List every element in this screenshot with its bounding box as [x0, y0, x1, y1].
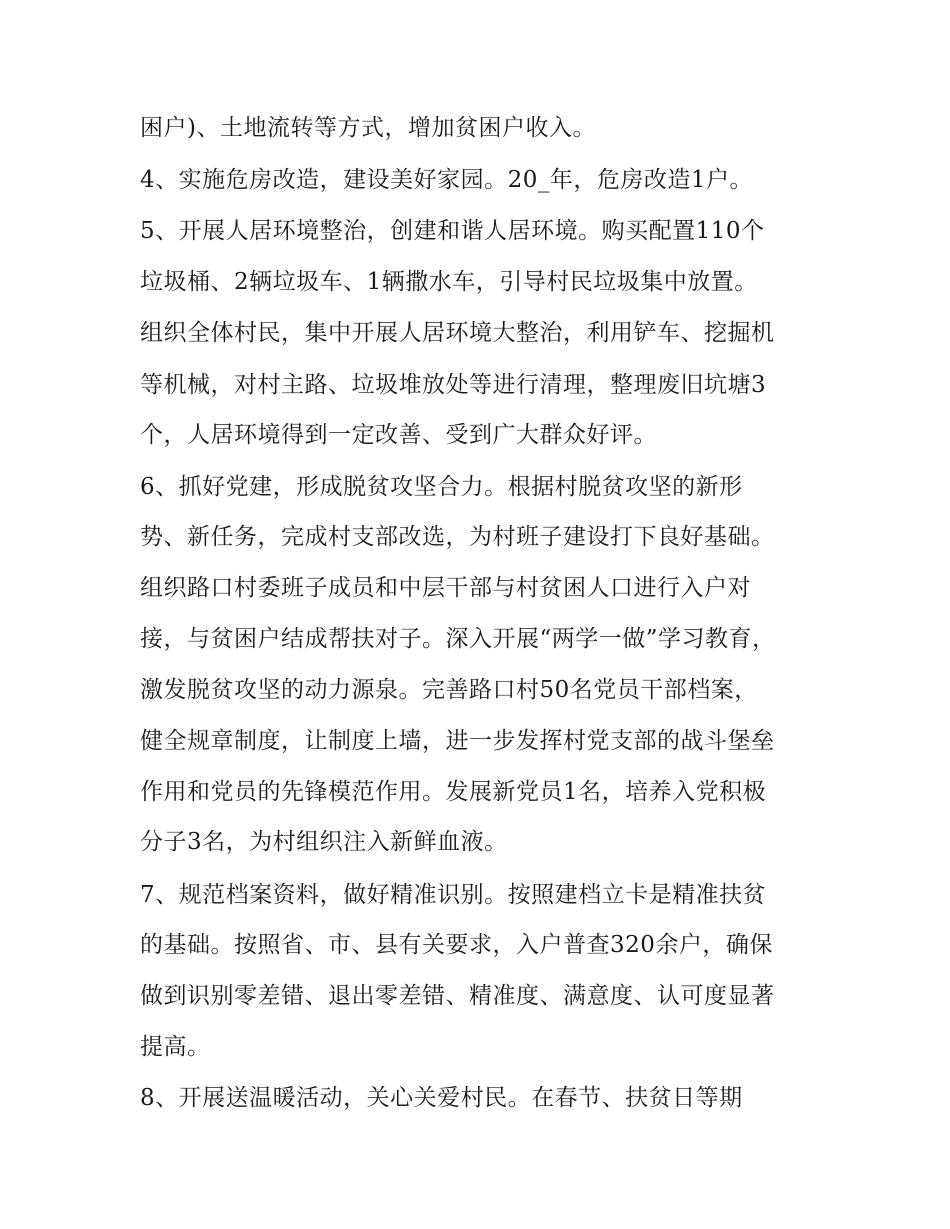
text-line: 组织路口村委班子成员和中层干部与村贫困人口进行入户对 — [140, 575, 751, 601]
text-line: 作用和党员的先锋模范作用。发展新党员1名，培养入党积极 — [140, 779, 767, 805]
text-line: 组织全体村民，集中开展人居环境大整治，利用铲车、挖掘机 — [140, 320, 775, 346]
text-line: 个，人居环境得到一定改善、受到广大群众好评。 — [140, 422, 657, 448]
text-line: 接，与贫困户结成帮扶对子。深入开展“两学一做”学习教育， — [140, 626, 776, 652]
text-line: 4、实施危房改造，建设美好家园。20_年，危房改造1户。 — [140, 167, 754, 193]
text-line: 激发脱贫攻坚的动力源泉。完善路口村50名党员干部档案， — [140, 677, 758, 703]
text-line: 困户)、土地流转等方式，增加贫困户收入。 — [140, 115, 596, 141]
text-line: 分子3名，为村组织注入新鲜血液。 — [140, 829, 508, 855]
text-line: 健全规章制度，让制度上墙，进一步发挥村党支部的战斗堡垒 — [140, 728, 775, 754]
text-line: 等机械，对村主路、垃圾堆放处等进行清理，整理废旧坑塘3 — [140, 372, 767, 398]
text-line: 6、抓好党建，形成脱贫攻坚合力。根据村脱贫攻坚的新形 — [140, 474, 743, 500]
text-line: 提高。 — [140, 1034, 211, 1060]
text-line: 7、规范档案资料，做好精准识别。按照建档立卡是精准扶贫 — [140, 882, 767, 908]
text-line: 垃圾桶、2辆垃圾车、1辆撒水车，引导村民垃圾集中放置。 — [140, 269, 758, 295]
text-line: 势、新任务，完成村支部改选，为村班子建设打下良好基础。 — [140, 524, 775, 550]
text-line: 的基础。按照省、市、县有关要求，入户普查320余户，确保 — [140, 932, 773, 958]
text-line: 8、开展送温暖活动，关心关爱村民。在春节、扶贫日等期 — [140, 1085, 743, 1111]
text-line: 做到识别零差错、退出零差错、精准度、满意度、认可度显著 — [140, 983, 775, 1009]
text-line: 5、开展人居环境整治，创建和谐人居环境。购买配置110个 — [140, 218, 765, 244]
